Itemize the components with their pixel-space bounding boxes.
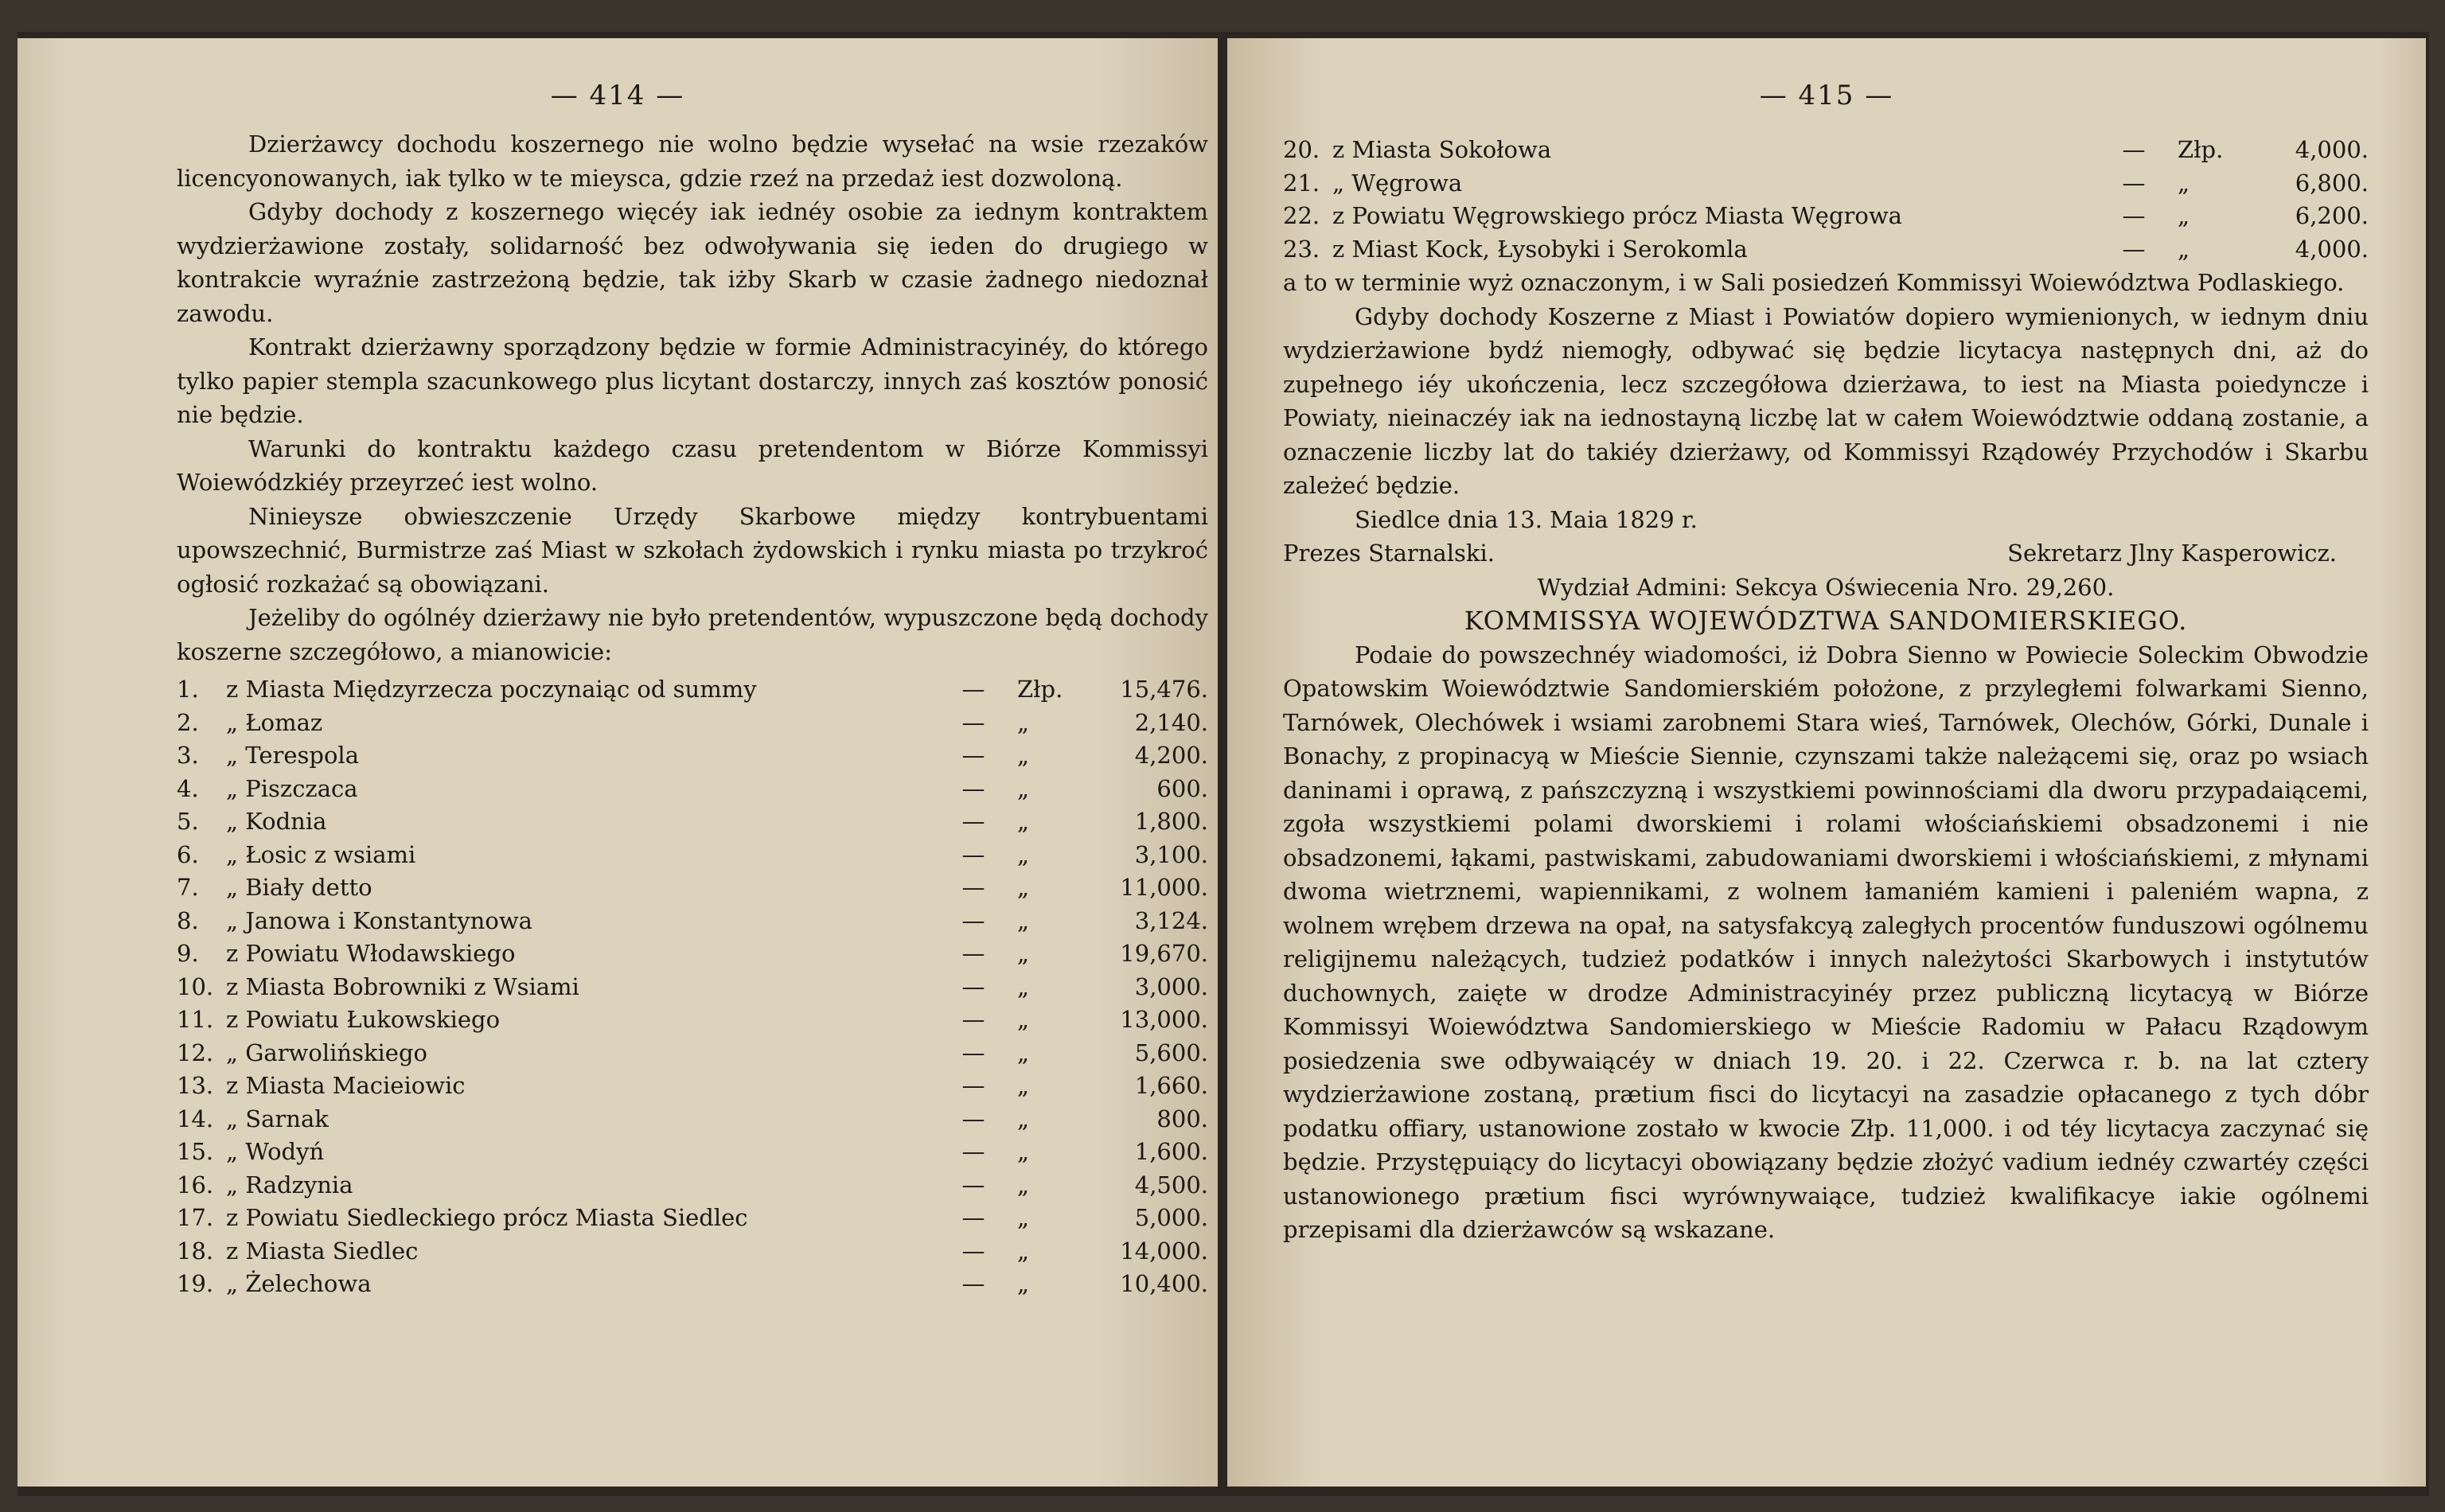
row-amount: 14,000. <box>1120 1237 1208 1265</box>
row-currency: „ <box>2178 169 2190 197</box>
row-number: 16. <box>177 1171 214 1198</box>
page-number-right: — 415 — <box>1759 80 1894 111</box>
row-amount: 5,600. <box>1134 1039 1208 1066</box>
row-number: 15. <box>177 1138 214 1165</box>
table-row <box>177 1103 1208 1136</box>
table-row <box>177 1070 1208 1103</box>
table-row <box>177 1037 1208 1070</box>
row-amount: 3,100. <box>1134 840 1208 868</box>
table-row <box>177 937 1208 971</box>
row-currency: „ <box>1017 774 1030 802</box>
table-row <box>177 905 1208 938</box>
row-currency: „ <box>1017 1171 1030 1198</box>
row-amount: 4,200. <box>1134 742 1208 769</box>
row-currency: „ <box>1017 1138 1030 1165</box>
row-number: 7. <box>177 874 199 901</box>
row-currency: „ <box>1017 1105 1030 1132</box>
row-dash: — <box>961 940 985 967</box>
table-row <box>177 673 1208 707</box>
row-amount: 3,000. <box>1134 972 1208 1000</box>
row-number: 19. <box>177 1270 214 1297</box>
row-currency: „ <box>1017 1006 1030 1033</box>
book-spread <box>18 32 2429 1496</box>
signatures <box>1283 536 2369 571</box>
paragraph: Gdyby dochody Koszerne z Miast i Powiatów dopiero wymienionych, w iednym dniu wydzierżawione bydź niemogły, odbywać się będzie licytacya następnych dni, aż do zupełnego iéy ukończenia, lecz szczegółowa dzierżawa, to iest na Miasta poiedyncze i Powiaty, nieinaczéy iak na iednostayną liczbę lat w całem Woiewództwie oddaną zostanie, a oznaczenie liczby lat do takiéy dzierżawy, od Kommissyi Rządowéy Przychodów i Skarbu zależeć będzie. <box>1283 302 2369 499</box>
row-place: „ Terespola <box>226 742 359 769</box>
row-place: „ Janowa i Konstantynowa <box>226 906 532 934</box>
paragraph: Ninieysze obwieszczenie Urzędy Skarbowe między kontrybuentami upowszechnić, Burmistrze zaś Miast w szkołach żydowskich i rynku miasta po trzykroć ogłosić rozkażać są obowiązani. <box>177 502 1208 598</box>
left-page <box>18 38 1218 1487</box>
row-amount: 6,200. <box>2295 202 2369 229</box>
row-currency: „ <box>1017 1204 1030 1231</box>
row-dash: — <box>961 1105 985 1132</box>
table-row <box>177 1235 1208 1268</box>
paragraph: Gdyby dochody z koszernego więcéy iak iednéy osobie za iednym kontraktem wydzierżawione zostały, solidarność bez odwoływania się ieden do drugiego w kontrakcie wyraźnie zastrzeżoną będzie, tak iżby Skarb w czasie żadnego niedoznał zawodu. <box>177 198 1208 327</box>
row-dash: — <box>961 742 985 769</box>
page-number-left: — 414 — <box>550 80 685 111</box>
row-dash: — <box>961 972 985 1000</box>
table-row <box>177 1003 1208 1037</box>
row-number: 2. <box>177 708 199 736</box>
row-currency: „ <box>1017 1072 1030 1099</box>
row-place: z Miast Kock, Łysobyki i Serokomla <box>1332 235 1748 263</box>
row-dash: — <box>961 1072 985 1099</box>
table-row <box>177 839 1208 872</box>
table-row <box>177 1268 1208 1301</box>
department-line: Wydział Admini: Sekcya Oświecenia Nro. 29,260. <box>1537 573 2115 601</box>
row-currency: „ <box>2178 202 2190 229</box>
row-amount: 4,500. <box>1134 1171 1208 1198</box>
table-row <box>1283 233 2369 267</box>
row-amount: 5,000. <box>1134 1204 1208 1231</box>
row-number: 6. <box>177 840 199 868</box>
row-amount: 10,400. <box>1120 1270 1208 1297</box>
row-number: 10. <box>177 972 214 1000</box>
row-number: 14. <box>177 1105 214 1132</box>
table-row <box>177 1202 1208 1235</box>
row-place: „ Węgrowa <box>1332 169 1463 197</box>
row-dash: — <box>961 840 985 868</box>
row-place: z Miasta Siedlec <box>226 1237 419 1265</box>
row-dash: — <box>961 774 985 802</box>
table-row <box>177 707 1208 740</box>
paragraph: Kontrakt dzierżawny sporządzony będzie w formie Administracyinéy, do którego tylko papier stempla szacunkowego plus licytant dostarczy, innych zaś kosztów ponosić nie będzie. <box>177 333 1208 428</box>
commission-heading: KOMMISSYA WOJEWÓDZTWA SANDOMIERSKIEGO. <box>1464 606 2188 636</box>
row-place: z Miasta Międzyrzecza poczynaiąc od summy <box>226 676 757 703</box>
table-row <box>177 1169 1208 1202</box>
date-line: Siedlce dnia 13. Maia 1829 r. <box>1355 505 1698 533</box>
row-number: 21. <box>1283 169 1320 197</box>
row-currency: „ <box>1017 940 1030 967</box>
row-place: z Miasta Bobrowniki z Wsiami <box>226 972 579 1000</box>
row-currency: „ <box>1017 972 1030 1000</box>
row-place: z Powiatu Siedleckiego prócz Miasta Siedlec <box>226 1204 748 1231</box>
row-place: „ Piszczaca <box>226 774 358 802</box>
row-place: „ Wodyń <box>226 1138 325 1165</box>
paragraph: Warunki do kontraktu każdego czasu pretendentom w Biórze Kommissyi Woiewódzkiéy przeyrzeć iest wolno. <box>177 435 1208 496</box>
row-currency: „ <box>1017 906 1030 934</box>
left-page-text <box>177 127 1208 1301</box>
table-row <box>1283 200 2369 233</box>
row-number: 11. <box>177 1006 214 1033</box>
row-dash: — <box>961 1270 985 1297</box>
row-number: 18. <box>177 1237 214 1265</box>
row-currency: „ <box>1017 708 1030 736</box>
row-dash: — <box>961 808 985 835</box>
row-number: 9. <box>177 940 199 967</box>
row-number: 23. <box>1283 235 1320 263</box>
row-dash: — <box>961 1237 985 1265</box>
row-dash: — <box>2122 169 2146 197</box>
paragraph: Dzierżawcy dochodu koszernego nie wolno będzie wysełać na wsie rzezaków licencyonowanych, iak tylko w te mieysca, gdzie rzeź na przedaż iest dozwoloną. <box>177 131 1208 192</box>
row-dash: — <box>961 874 985 901</box>
row-amount: 13,000. <box>1120 1006 1208 1033</box>
row-dash: — <box>961 676 985 703</box>
secretary-signature: Sekretarz Jlny Kasperowicz. <box>2007 540 2337 567</box>
paragraph: Jeżeliby do ogólnéy dzierżawy nie było pretendentów, wypuszczone będą dochody koszerne szczegółowo, a mianowicie: <box>177 604 1208 665</box>
row-currency: Złp. <box>1017 676 1063 703</box>
row-amount: 1,600. <box>1134 1138 1208 1165</box>
row-place: „ Kodnia <box>226 808 327 835</box>
row-dash: — <box>2122 202 2146 229</box>
row-number: 1. <box>177 676 199 703</box>
row-number: 22. <box>1283 202 1320 229</box>
row-number: 5. <box>177 808 199 835</box>
row-dash: — <box>961 1171 985 1198</box>
row-dash: — <box>961 1039 985 1066</box>
row-number: 3. <box>177 742 199 769</box>
paragraph: a to w terminie wyż oznaczonym, i w Sali posiedzeń Kommissyi Woiewództwa Podlaskiego. <box>1283 269 2345 296</box>
row-number: 8. <box>177 906 199 934</box>
row-currency: „ <box>1017 840 1030 868</box>
row-amount: 3,124. <box>1134 906 1208 934</box>
row-currency: „ <box>1017 1039 1030 1066</box>
table-row <box>177 871 1208 905</box>
row-place: z Miasta Sokołowa <box>1332 136 1552 163</box>
row-place: „ Radzynia <box>226 1171 353 1198</box>
row-place: „ Żelechowa <box>226 1270 372 1297</box>
row-number: 13. <box>177 1072 214 1099</box>
row-dash: — <box>961 906 985 934</box>
row-amount: 2,140. <box>1134 708 1208 736</box>
row-amount: 4,000. <box>2295 235 2369 263</box>
table-row <box>177 1136 1208 1169</box>
row-amount: 19,670. <box>1120 940 1208 967</box>
paragraph: Podaie do powszechnéy wiadomości, iż Dobra Sienno w Powiecie Soleckim Obwodzie Opatowskim Woiewództwie Sandomierskiém położone, z przyległemi folwarkami Sienno, Tarnówek, Olechówek i wsiami zarobnemi Stara wieś, Tarnówek, Olechów, Górki, Dunale i Bonachy, z propinacyą w Mieście Siennie, czynszami także należącemi się, oraz po wsiach daninami i oprawą, z pańszczyzną i wszystkiemi powinnościami dla dworu przypadaiącemi, zgoła wszystkiemi polami dworskiemi i rolami włościańskiemi obsadzonemi i nie obsadzonemi, łąkami, pastwiskami, zabudowaniami dworskiemi i włościańskiemi, z młynami dwoma wietrznemi, wapiennikami, z wolnem łamaniém kamieni i paleniém wapna, z wolnem wrębem drzewa na opał, na satysfakcyą zaległych procentów funduszowi ogólnemu religijnemu należących, tudzież podatków i innych należytości Skarbowych i instytutów duchownych, zaięte w drodze Administracyinéy przez publiczną licytacyą w Biórze Kommissyi Woiewództwa Sandomierskiego w Mieście Radomiu w Pałacu Rządowym posiedzenia swe odbywaiącéy w dniach 19. 20. i 22. Czerwca r. b. na lat cztery wydzierżawione zostaną, prætium fisci do licytacyi na zasadzie opłacanego z tych dóbr podatku offiary, ustanowione zostało w kwocie Złp. 11,000. i od téy licytacya zaczynać się będzie. Przystępuiący do licytacyi obowiązany będzie złożyć vadium iednéy czwartéy części ustanowionego prætium fisci wyrównywaiące, tudzież kwalifikacye iakie ogólnemi przepisami dla dzierżawców są wskazane. <box>1283 641 2369 1243</box>
row-dash: — <box>961 1138 985 1165</box>
row-place: „ Łomaz <box>226 708 323 736</box>
table-row <box>177 971 1208 1004</box>
row-dash: — <box>961 708 985 736</box>
row-place: „ Garwolińskiego <box>226 1039 427 1066</box>
row-amount: 11,000. <box>1120 874 1208 901</box>
row-amount: 1,800. <box>1134 808 1208 835</box>
row-currency: Złp. <box>2178 136 2224 163</box>
row-place: z Powiatu Łukowskiego <box>226 1006 501 1033</box>
row-dash: — <box>961 1006 985 1033</box>
row-number: 17. <box>177 1204 214 1231</box>
table-row <box>177 805 1208 839</box>
row-place: z Miasta Macieiowic <box>226 1072 466 1099</box>
row-number: 12. <box>177 1039 214 1066</box>
row-place: „ Łosic z wsiami <box>226 840 416 868</box>
table-row <box>1283 167 2369 201</box>
president-signature: Prezes Starnalski. <box>1283 540 1495 567</box>
row-currency: „ <box>1017 1270 1030 1297</box>
row-amount: 4,000. <box>2295 136 2369 163</box>
row-dash: — <box>961 1204 985 1231</box>
row-amount: 6,800. <box>2295 169 2369 197</box>
table-row <box>177 739 1208 773</box>
row-dash: — <box>2122 136 2146 163</box>
row-currency: „ <box>2178 235 2190 263</box>
row-number: 4. <box>177 774 199 802</box>
row-place: z Powiatu Węgrowskiego prócz Miasta Węgrowa <box>1332 202 1902 229</box>
row-amount: 15,476. <box>1120 676 1208 703</box>
row-number: 20. <box>1283 136 1320 163</box>
revenue-table-right <box>1283 134 2369 266</box>
row-place: „ Sarnak <box>226 1105 329 1132</box>
right-page <box>1227 38 2426 1487</box>
row-currency: „ <box>1017 808 1030 835</box>
row-place: z Powiatu Włodawskiego <box>226 940 516 967</box>
right-page-text <box>1283 134 2369 1247</box>
table-row <box>177 773 1208 806</box>
row-currency: „ <box>1017 874 1030 901</box>
revenue-table-left <box>177 673 1208 1301</box>
row-currency: „ <box>1017 742 1030 769</box>
row-amount: 1,660. <box>1134 1072 1208 1099</box>
row-currency: „ <box>1017 1237 1030 1265</box>
row-amount: 800. <box>1156 1105 1208 1132</box>
row-place: „ Biały detto <box>226 874 372 901</box>
row-dash: — <box>2122 235 2146 263</box>
table-row <box>1283 134 2369 167</box>
row-amount: 600. <box>1156 774 1208 802</box>
